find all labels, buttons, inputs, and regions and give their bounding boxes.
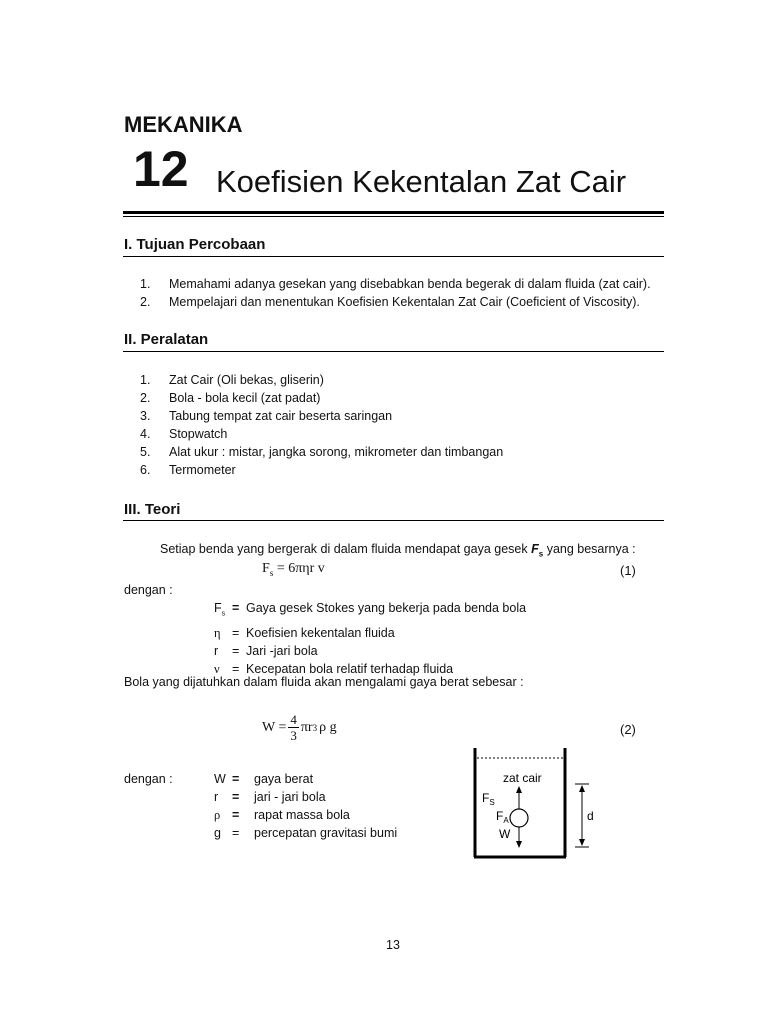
definition-row: r = jari - jari bola bbox=[214, 790, 326, 804]
definitions-1 bbox=[214, 599, 526, 678]
list-item: 6. Termometer bbox=[140, 463, 236, 477]
section-rule bbox=[123, 520, 664, 521]
liquid-label: zat cair bbox=[503, 771, 542, 785]
definition-row: W = gaya berat bbox=[214, 772, 314, 786]
section-rule bbox=[123, 256, 664, 257]
section-heading-tujuan: I. Tujuan Percobaan bbox=[124, 236, 266, 253]
header-rule bbox=[123, 211, 664, 214]
equation-2: W = $\frac{4}{3}$ πr 3 ρ g bbox=[262, 712, 337, 743]
chapter-title: Koefisien Kekentalan Zat Cair bbox=[216, 164, 627, 199]
list-item: 5. Alat ukur : mistar, jangka sorong, mikrometer dan timbangan bbox=[140, 445, 504, 459]
d-arrow-down bbox=[579, 839, 585, 846]
w-label: W bbox=[499, 827, 511, 841]
list-item: 2. Mempelajari dan menentukan Koefisien Kekentalan Zat Cair (Coeficient of Viscosity). bbox=[140, 295, 640, 309]
definition-row: $F_s$ = Gaya gesek Stokes yang bekerja pada benda bola bbox=[214, 601, 527, 618]
list-item: 4. Stopwatch bbox=[140, 427, 228, 441]
definition-row: ν = Kecepatan bola relatif terhadap fluida bbox=[214, 661, 454, 676]
fa-label: $F_A$ bbox=[496, 809, 509, 825]
w-arrowhead bbox=[516, 841, 522, 848]
teori-intro: Setiap benda yang bergerak di dalam fluida mendapat gaya gesek $F_s$ yang besarnya : bbox=[160, 542, 636, 559]
chapter-number: 12 bbox=[133, 141, 189, 197]
definition-row: r = Jari -jari bola bbox=[214, 643, 318, 658]
page-number: 13 bbox=[386, 938, 400, 952]
tujuan-list bbox=[140, 275, 651, 311]
fs-label: $F_S$ bbox=[482, 791, 495, 807]
definition-row: g = percepatan gravitasi bumi bbox=[214, 826, 398, 840]
section-rule bbox=[123, 351, 664, 352]
fs-arrowhead bbox=[516, 786, 522, 793]
list-item: 3. Tabung tempat zat cair beserta saringan bbox=[140, 409, 393, 423]
definition-row: η = Koefisien kekentalan fluida bbox=[214, 625, 395, 640]
list-item: 1. Zat Cair (Oli bekas, gliserin) bbox=[140, 373, 324, 387]
header-rule-thin bbox=[123, 216, 664, 217]
section-heading-teori: III. Teori bbox=[124, 501, 181, 518]
ball bbox=[510, 809, 528, 827]
list-item: 1. Memahami adanya gesekan yang disebabkan benda begerak di dalam fluida (zat cair). bbox=[140, 277, 651, 291]
teori-sentence-2: Bola yang dijatuhkan dalam fluida akan mengalami gaya berat sebesar : bbox=[124, 675, 524, 689]
definition-row: ρ = rapat massa bola bbox=[214, 808, 350, 822]
equation-1: $F_s = 6\pi\eta r$ v bbox=[262, 561, 325, 578]
viscosity-diagram bbox=[465, 742, 605, 866]
definitions-2 bbox=[214, 770, 397, 842]
d-arrow-up bbox=[579, 785, 585, 792]
chapter-label: MEKANIKA bbox=[124, 112, 243, 137]
equation-1-number: (1) bbox=[620, 563, 636, 578]
equation-2-number: (2) bbox=[620, 722, 636, 737]
section-heading-peralatan: II. Peralatan bbox=[124, 331, 209, 348]
d-label: d bbox=[587, 809, 594, 823]
peralatan-list bbox=[140, 371, 503, 479]
dengan-label-2: dengan : bbox=[124, 772, 173, 786]
list-item: 2. Bola - bola kecil (zat padat) bbox=[140, 391, 321, 405]
dengan-label: dengan : bbox=[124, 583, 173, 597]
